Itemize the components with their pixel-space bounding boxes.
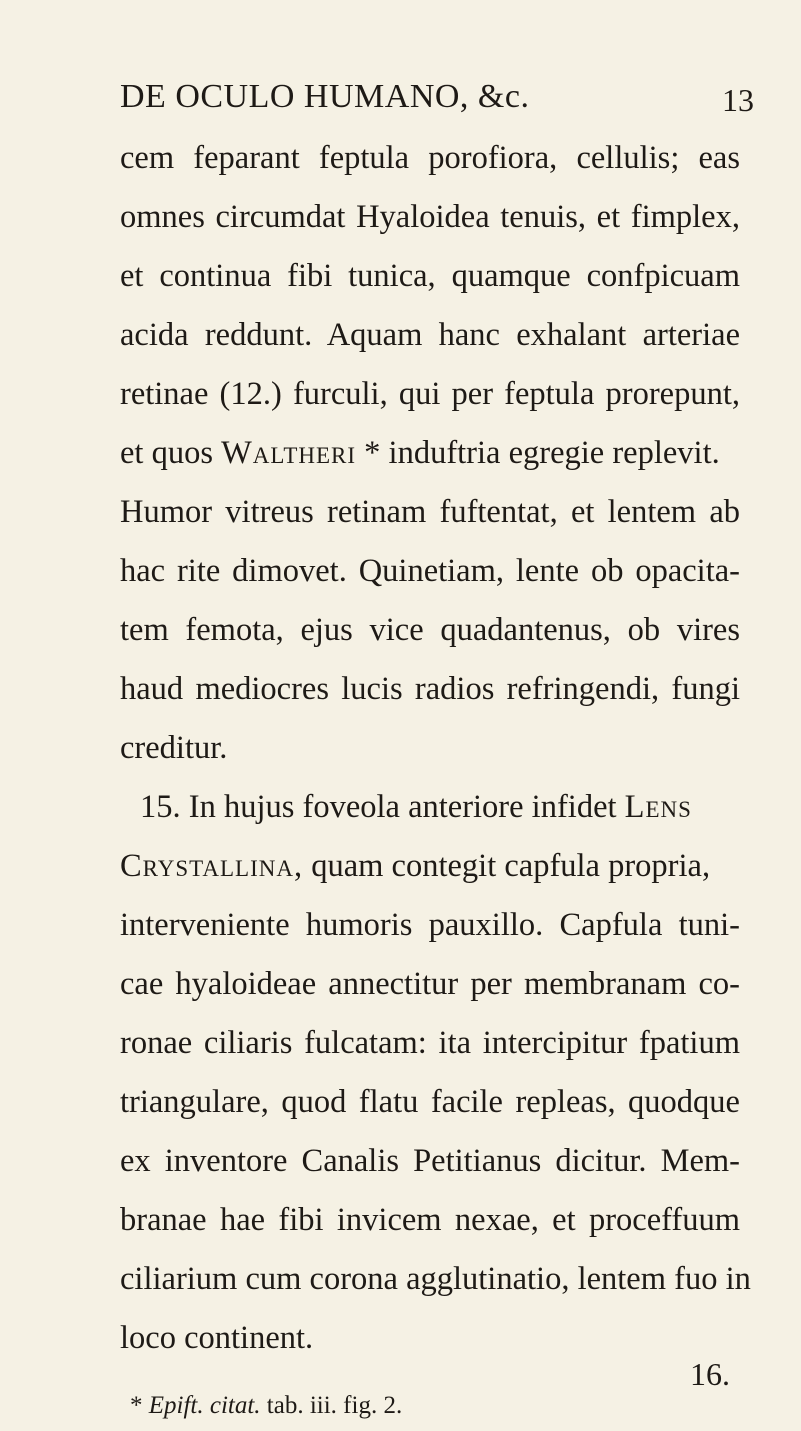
text-line: haud mediocres lucis radios refringendi, fungi xyxy=(120,671,740,707)
text-line: triangulare, quod flatu facile repleas, quodque xyxy=(120,1084,740,1120)
text-line: Humor vitreus retinam fuftentat, et lentem ab xyxy=(120,494,740,530)
text-line: cae hyaloideae annectitur per membranam co- xyxy=(120,966,740,1002)
text-line: et continua fibi tunica, quamque confpicuam xyxy=(120,258,740,294)
text-line: ronae ciliaris fulcatam: ita intercipitur fpatium xyxy=(120,1025,740,1061)
text-line: tem femota, ejus vice quadantenus, ob vires xyxy=(120,612,740,648)
text-fragment: et quos xyxy=(120,435,213,471)
text-fragment: * induftria egregie replevit. xyxy=(364,435,720,471)
footnote-marker: * xyxy=(130,1392,143,1419)
text-fragment: 15. In hujus foveola anteriore infidet xyxy=(140,789,617,825)
text-line: ciliarium cum corona agglutinatio, lentem fuo in xyxy=(120,1261,751,1297)
footnote-reference: Epift. citat. xyxy=(148,1392,261,1419)
text-line-with-name xyxy=(120,435,720,472)
text-line: branae hae fibi invicem nexae, et proceffuum xyxy=(120,1202,740,1238)
running-title: DE OCULO HUMANO, &c. xyxy=(120,78,530,115)
text-line: loco continent. xyxy=(120,1320,314,1356)
term-lens: Lens xyxy=(624,789,692,825)
footnote-detail: tab. iii. fig. 2. xyxy=(266,1392,403,1419)
text-fragment: quam contegit capfula propria, xyxy=(311,848,711,884)
text-line: retinae (12.) furculi, qui per feptula prorepunt, xyxy=(120,376,740,412)
text-line: interveniente humoris pauxillo. Capfula tuni- xyxy=(120,907,740,943)
term-crystallina: Crystallina, xyxy=(120,848,304,884)
catchword: 16. xyxy=(690,1356,730,1392)
text-line: creditur. xyxy=(120,730,228,766)
text-line: omnes circumdat Hyaloidea tenuis, et fimplex, xyxy=(120,199,740,235)
text-line: cem feparant feptula porofiora, cellulis; eas xyxy=(120,140,740,176)
text-line-crystallina xyxy=(120,848,710,885)
text-line: hac rite dimovet. Quinetiam, lente ob opacita- xyxy=(120,553,740,589)
text-line-section-15 xyxy=(140,789,692,826)
page-number: 13 xyxy=(722,82,754,118)
footnote xyxy=(130,1392,402,1420)
text-line: acida reddunt. Aquam hanc exhalant arteriae xyxy=(120,317,740,353)
text-line: ex inventore Canalis Petitianus dicitur. Mem- xyxy=(120,1143,740,1179)
author-name-waltheri: Waltheri xyxy=(221,435,357,471)
